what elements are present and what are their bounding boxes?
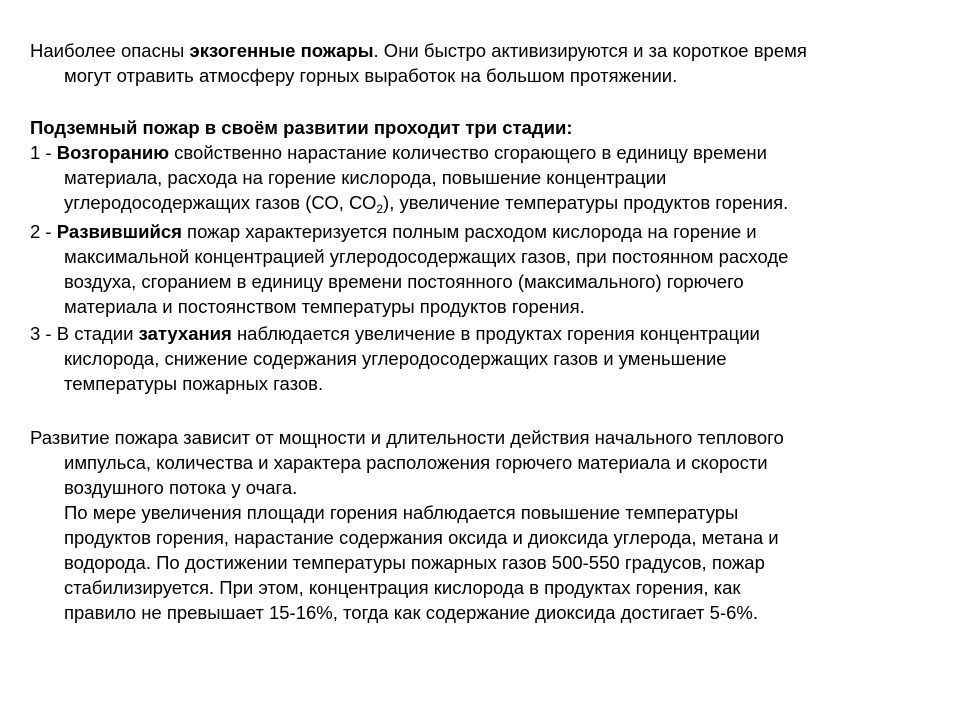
stage-3-line-1: [30, 321, 930, 346]
stage-1-paragraph: [30, 140, 930, 215]
stage-2-paragraph: [30, 219, 930, 319]
stage-1-line-1-rest: свойственно нарастание количество сгорающего в единицу времени: [169, 142, 767, 163]
intro-line-1: [30, 38, 930, 63]
development-line-1: Развитие пожара зависит от мощности и длительности действия начального теплового: [30, 427, 784, 448]
stage-1-line-3-a: углеродосодержащих газов (СО, СО: [64, 192, 377, 213]
stage-1-bold-term: Возгоранию: [56, 142, 170, 163]
stage-1-line-3: [30, 190, 930, 215]
stage-2-line-4: материала и постоянством температуры продуктов горения.: [64, 296, 585, 317]
development-line-5: продуктов горения, нарастание содержания оксида и диоксида углерода, метана и: [64, 527, 779, 548]
intro-text-c: . Они быстро активизируются и за короткое время: [373, 40, 807, 61]
stage-3-bold-term: затухания: [138, 323, 232, 344]
stage-1-line-3-b: ), увеличение температуры продуктов горения.: [383, 192, 789, 213]
stage-3-line-2: кислорода, снижение содержания углеродосодержащих газов и уменьшение: [64, 348, 727, 369]
co2-subscript: 2: [376, 202, 384, 216]
development-paragraph: [30, 425, 930, 625]
stage-2-bold-term: Развившийся: [56, 221, 182, 242]
intro-paragraph: [30, 38, 930, 88]
intro-text-a: Наиболее опасны: [30, 40, 190, 61]
stage-3-prefix: 3 - В стадии: [30, 323, 139, 344]
stage-1-prefix: 1 -: [30, 142, 57, 163]
development-line-3: воздушного потока у очага.: [64, 477, 298, 498]
stages-heading-text: Подземный пожар в своём развитии проходит три стадии:: [30, 117, 573, 138]
development-line-7: стабилизируется. При этом, концентрация кислорода в продуктах горения, как: [64, 577, 741, 598]
stage-2-prefix: 2 -: [30, 221, 57, 242]
intro-line-2: могут отравить атмосферу горных выработок на большом протяжении.: [64, 65, 678, 86]
development-line-2: импульса, количества и характера расположения горючего материала и скорости: [64, 452, 768, 473]
stage-3-line-3: температуры пожарных газов.: [64, 373, 324, 394]
stage-2-line-1-rest: пожар характеризуется полным расходом кислорода на горение и: [181, 221, 757, 242]
stage-1-line-2: материала, расхода на горение кислорода, повышение концентрации: [64, 167, 667, 188]
stage-2-line-1: [30, 219, 930, 244]
stages-heading: [30, 115, 930, 140]
development-line-4: По мере увеличения площади горения наблюдается повышение температуры: [64, 502, 739, 523]
stage-2-line-3: воздуха, сгоранием в единицу времени постоянного (максимального) горючего: [64, 271, 744, 292]
intro-bold-term: экзогенные пожары: [189, 40, 374, 61]
stage-1-line-1: [30, 140, 930, 165]
development-line-8: правило не превышает 15-16%, тогда как содержание диоксида достигает 5-6%.: [64, 602, 759, 623]
stage-3-line-1-rest: наблюдается увеличение в продуктах горения концентрации: [231, 323, 760, 344]
development-line-6: водорода. По достижении температуры пожарных газов 500-550 градусов, пожар: [64, 552, 765, 573]
stage-3-paragraph: [30, 321, 930, 396]
stage-2-line-2: максимальной концентрацией углеродосодержащих газов, при постоянном расходе: [64, 246, 789, 267]
